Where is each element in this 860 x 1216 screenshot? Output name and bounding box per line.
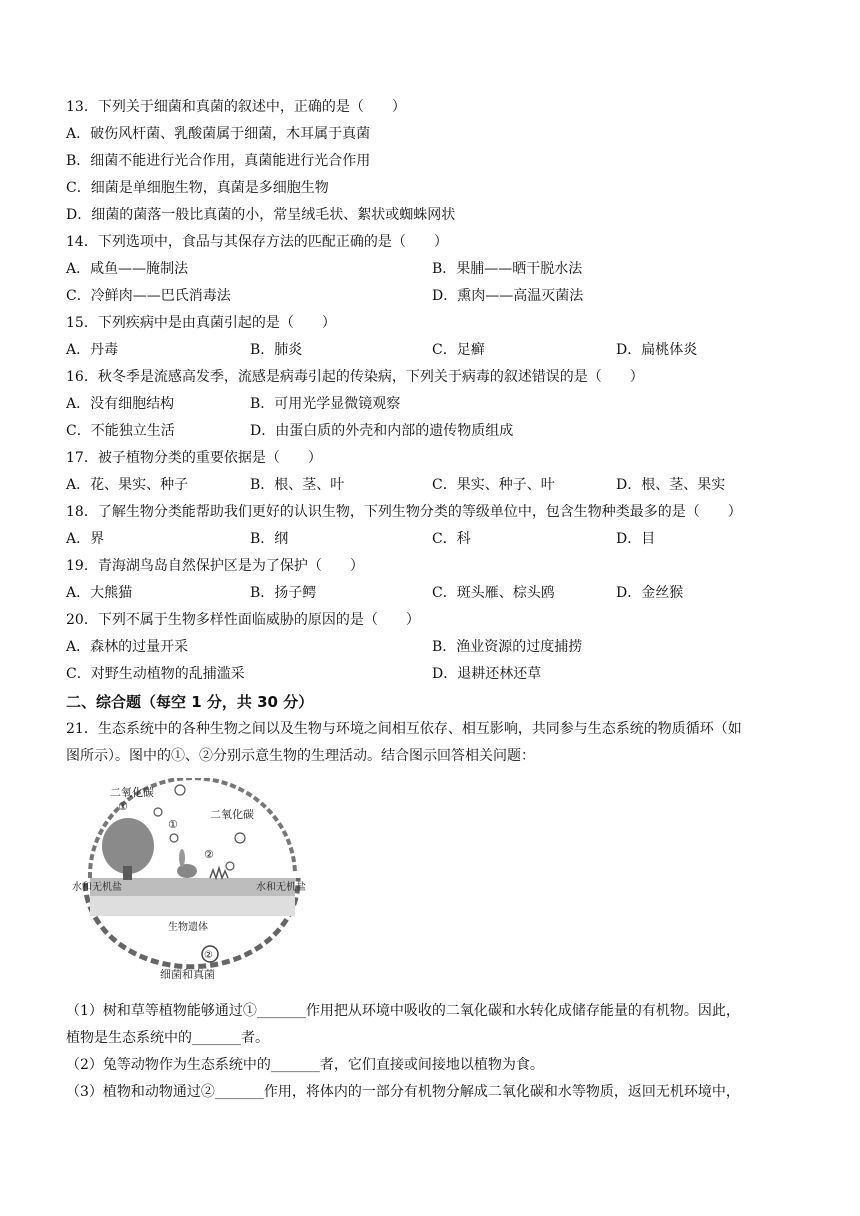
question-20-option-b: B．渔业资源的过度捕捞: [432, 639, 583, 655]
question-14-stem: 14．下列选项中，食品与其保存方法的匹配正确的是（ ）: [66, 234, 448, 250]
marker-1-center: ①: [168, 818, 178, 831]
grass: [210, 868, 228, 878]
question-13-option-b: B．细菌不能进行光合作用，真菌能进行光合作用: [66, 153, 371, 169]
question-18-option-c: C．科: [432, 531, 471, 547]
water-minerals-left-label: 水和无机盐: [72, 882, 122, 893]
question-19-stem: 19．青海湖鸟岛自然保护区是为了保护（ ）: [66, 558, 364, 574]
question-19-option-b: B．扬子鳄: [250, 585, 317, 601]
question-14-option-a: A．咸鱼——腌制法: [66, 261, 189, 277]
question-20-option-c: C．对野生动植物的乱捕滥采: [66, 666, 245, 682]
question-16-option-a: A．没有细胞结构: [66, 396, 175, 412]
question-18-option-b: B．纲: [250, 531, 289, 547]
question-17-option-b: B．根、茎、叶: [250, 477, 345, 493]
question-19-option-a: A．大熊猫: [66, 585, 133, 601]
question-21-stem-line-2: 图所示）。图中的①、②分别示意生物的生理活动。结合图示回答相关问题：: [66, 748, 535, 764]
decomposers-label: 细菌和真菌: [160, 968, 215, 981]
marker-1-left: ①: [118, 800, 128, 813]
question-20-stem: 20．下列不属于生物多样性面临威胁的原因的是（ ）: [66, 612, 420, 628]
co2-right-label: 二氧化碳: [210, 808, 254, 821]
question-20-option-d: D．退耕还林还草: [432, 666, 542, 682]
question-15-option-b: B．肺炎: [250, 342, 303, 358]
question-16-option-c: C．不能独立生活: [66, 423, 175, 439]
question-16-stem: 16．秋冬季是流感高发季，流感是病毒引起的传染病，下列关于病毒的叙述错误的是（ ）: [66, 369, 644, 385]
question-16-option-b: B．可用光学显微镜观察: [250, 396, 401, 412]
rabbit-ear: [179, 849, 185, 867]
question-15-option-c: C．足癣: [432, 342, 485, 358]
question-14-option-c: C．冷鲜肉——巴氏消毒法: [66, 288, 231, 304]
tree-trunk: [123, 866, 132, 880]
bubble: [235, 833, 245, 843]
remains-label: 生物遗体: [168, 922, 208, 933]
question-13-stem: 13．下列关于细菌和真菌的叙述中，正确的是（ ）: [66, 99, 406, 115]
question-21-sub3: （3）植物和动物通过②_______作用，将体内的一部分有机物分解成二氧化碳和水等物质，返回无机环境中，: [66, 1084, 740, 1100]
question-17-option-a: A．花、果实、种子: [66, 477, 189, 493]
rabbit-body: [177, 864, 197, 878]
question-14-option-d: D．熏肉——高温灭菌法: [432, 288, 584, 304]
question-18-stem: 18．了解生物分类能帮助我们更好的认识生物，下列生物分类的等级单位中，包含生物种类最多的是（ ）: [66, 504, 742, 520]
question-19-option-c: C．斑头雁、棕头鸥: [432, 585, 555, 601]
question-15-option-a: A．丹毒: [66, 342, 119, 358]
question-21-stem-line-1: 21．生态系统中的各种生物之间以及生物与环境之间相互依存、相互影响，共同参与生态系统的物质循环（如: [66, 721, 742, 737]
marker-2-bottom: ②: [204, 950, 213, 961]
soil-band: [90, 896, 295, 916]
question-13-option-c: C．细菌是单细胞生物，真菌是多细胞生物: [66, 180, 329, 196]
question-18-option-d: D．目: [616, 531, 656, 547]
question-20-option-a: A．森林的过量开采: [66, 639, 189, 655]
question-17-stem: 17．被子植物分类的重要依据是（ ）: [66, 450, 322, 466]
question-13-option-a: A．破伤风杆菌、乳酸菌属于细菌，木耳属于真菌: [66, 126, 371, 142]
question-17-option-d: D．根、茎、果实: [616, 477, 726, 493]
co2-left-label: 二氧化碳: [110, 786, 154, 799]
question-21-sub1-line-1: （1）树和草等植物能够通过①_______作用把从环境中吸收的二氧化碳和水转化成储存能量的有机物。因此，: [66, 1003, 740, 1019]
question-13-option-d: D．细菌的菌落一般比真菌的小，常呈绒毛状、絮状或蜘蛛网状: [66, 207, 456, 223]
bubble: [154, 808, 162, 816]
question-17-option-c: C．果实、种子、叶: [432, 477, 555, 493]
question-15-option-d: D．扁桃体炎: [616, 342, 698, 358]
tree-crown: [102, 818, 154, 874]
question-19-option-d: D．金丝猴: [616, 585, 684, 601]
bubble: [226, 862, 234, 870]
question-15-stem: 15．下列疾病中是由真菌引起的是（ ）: [66, 315, 336, 331]
water-minerals-right-label: 水和无机盐: [256, 882, 306, 893]
question-14-option-b: B．果脯——晒干脱水法: [432, 261, 583, 277]
ecosystem-cycle-figure: [70, 778, 310, 984]
bubble: [175, 785, 185, 795]
section-heading: 二、综合题（每空 1 分，共 30 分）: [66, 693, 314, 711]
question-16-option-d: D．由蛋白质的外壳和内部的遗传物质组成: [250, 423, 514, 439]
question-21-sub2: （2）兔等动物作为生态系统中的_______者，它们直接或间接地以植物为食。: [66, 1057, 544, 1073]
bubble: [170, 834, 178, 842]
question-18-option-a: A．界: [66, 531, 105, 547]
marker-2-right: ②: [204, 848, 214, 861]
question-21-sub1-line-2: 植物是生态系统中的_______者。: [66, 1030, 269, 1046]
